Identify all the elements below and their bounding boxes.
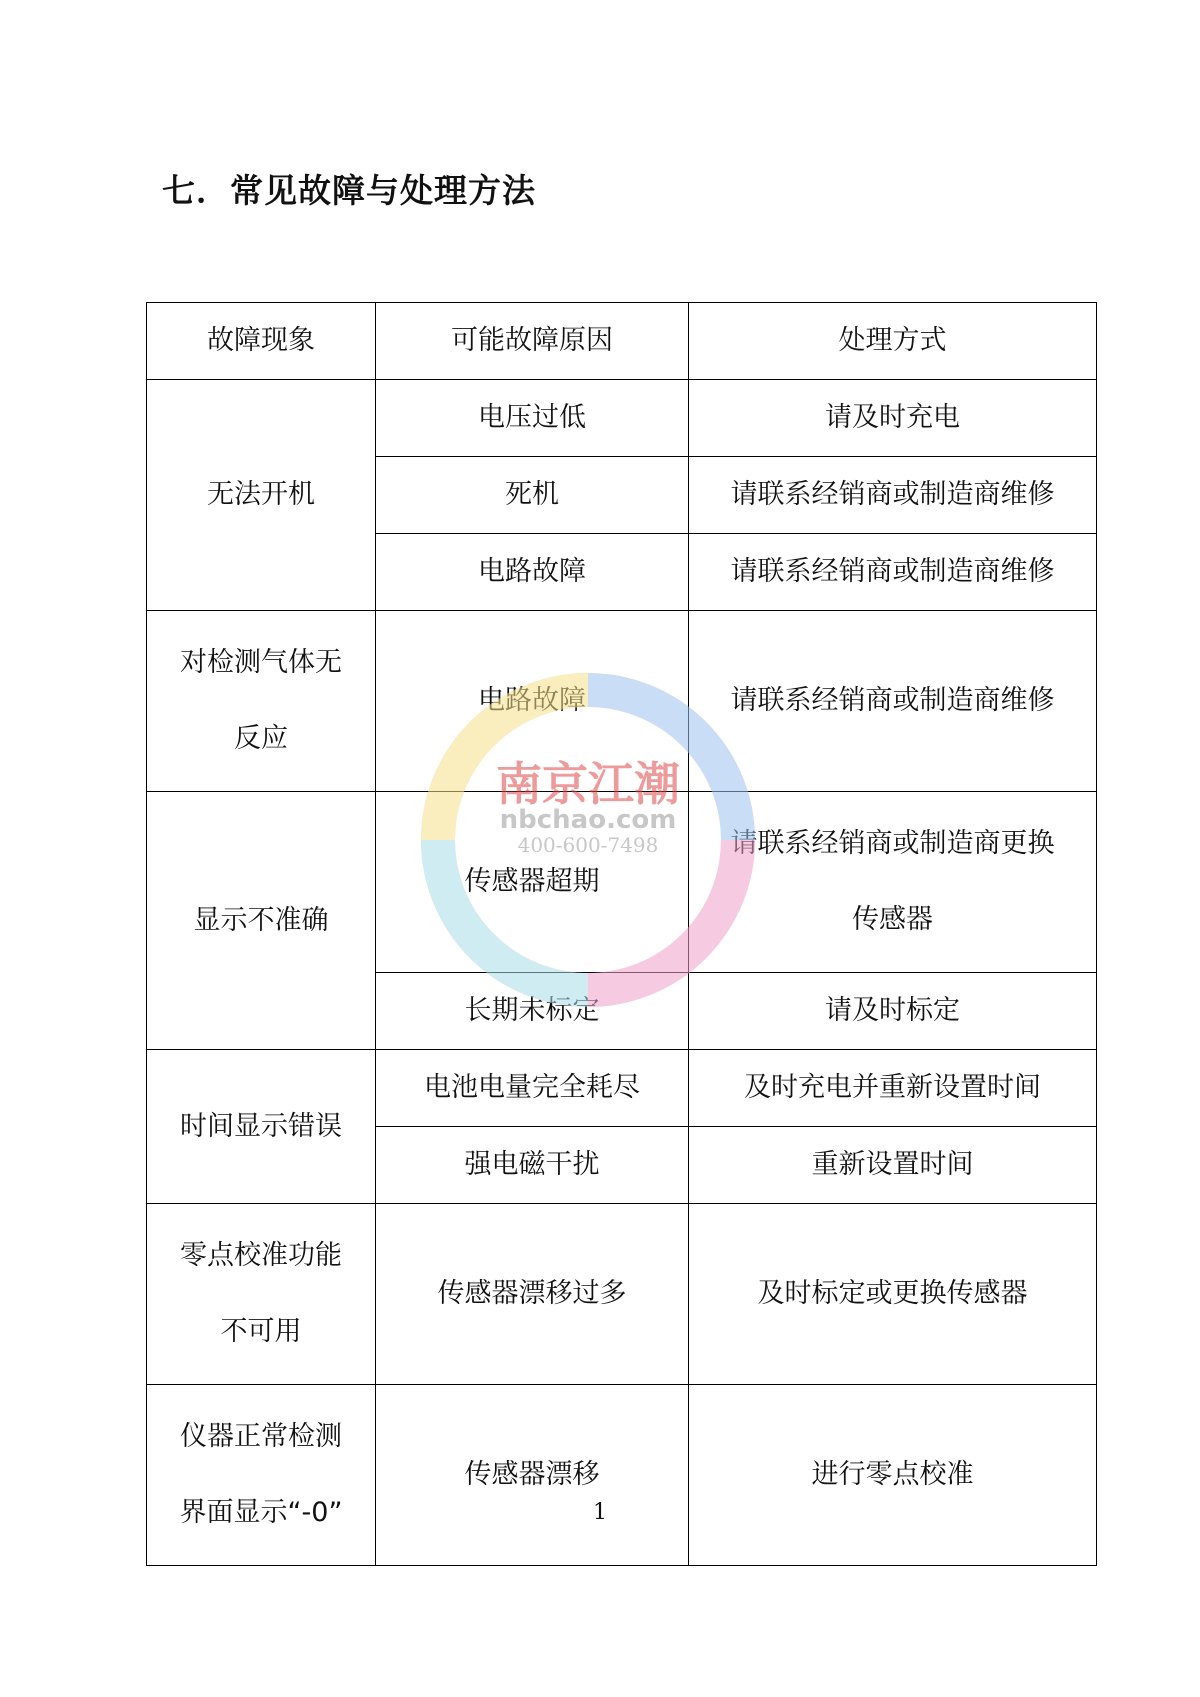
solution-cell: 请及时标定	[689, 973, 1097, 1050]
symptom-cell: 无法开机	[147, 380, 376, 611]
cause-cell: 传感器漂移过多	[376, 1204, 689, 1385]
symptom-cell	[147, 611, 376, 792]
watermark-brand: 南京江潮	[496, 757, 680, 811]
cause-cell: 电压过低	[376, 380, 689, 457]
cause-cell: 传感器漂移	[376, 1385, 689, 1566]
table-row	[147, 611, 1097, 792]
solution-cell: 请联系经销商或制造商维修	[689, 611, 1097, 792]
symptom-line: 零点校准功能	[180, 1240, 342, 1271]
header-cause: 可能故障原因	[376, 303, 689, 380]
cause-cell: 电路故障	[376, 611, 689, 792]
solution-cell: 请及时充电	[689, 380, 1097, 457]
solution-cell: 及时标定或更换传感器	[689, 1204, 1097, 1385]
symptom-cell	[147, 1204, 376, 1385]
cause-cell: 电路故障	[376, 534, 689, 611]
symptom-cell	[147, 1385, 376, 1566]
header-symptom: 故障现象	[147, 303, 376, 380]
cause-cell: 强电磁干扰	[376, 1127, 689, 1204]
fault-table	[146, 302, 1097, 1566]
solution-line: 传感器	[852, 904, 933, 935]
symptom-line: 反应	[234, 723, 288, 754]
solution-cell: 进行零点校准	[689, 1385, 1097, 1566]
table-row	[147, 1385, 1097, 1566]
section-title: 七．常见故障与处理方法	[162, 171, 536, 210]
header-solution: 处理方式	[689, 303, 1097, 380]
cause-cell: 长期未标定	[376, 973, 689, 1050]
cause-cell: 死机	[376, 457, 689, 534]
symptom-line: 不可用	[220, 1316, 302, 1347]
symptom-line: 对检测气体无	[180, 647, 342, 678]
solution-cell: 请联系经销商或制造商维修	[689, 457, 1097, 534]
cause-cell: 传感器超期	[376, 792, 689, 973]
symptom-cell: 时间显示错误	[147, 1050, 376, 1204]
solution-cell: 请联系经销商或制造商维修	[689, 534, 1097, 611]
table-row	[147, 1204, 1097, 1385]
solution-cell	[689, 792, 1097, 973]
table-body	[147, 380, 1097, 1566]
table-row	[147, 1050, 1097, 1127]
symptom-line: 界面显示“-0”	[179, 1497, 343, 1528]
symptom-cell: 显示不准确	[147, 792, 376, 1050]
table-row	[147, 380, 1097, 457]
solution-cell: 重新设置时间	[689, 1127, 1097, 1204]
watermark-site: nbchao.com	[499, 805, 677, 835]
solution-line: 请联系经销商或制造商更换	[730, 828, 1055, 859]
solution-cell: 及时充电并重新设置时间	[689, 1050, 1097, 1127]
table-row	[147, 792, 1097, 973]
table-header-row	[147, 303, 1097, 380]
symptom-line: 仪器正常检测	[180, 1421, 342, 1452]
watermark-phone: 400-600-7498	[517, 833, 659, 857]
cause-cell: 电池电量完全耗尽	[376, 1050, 689, 1127]
page-number: 1	[593, 1500, 607, 1525]
